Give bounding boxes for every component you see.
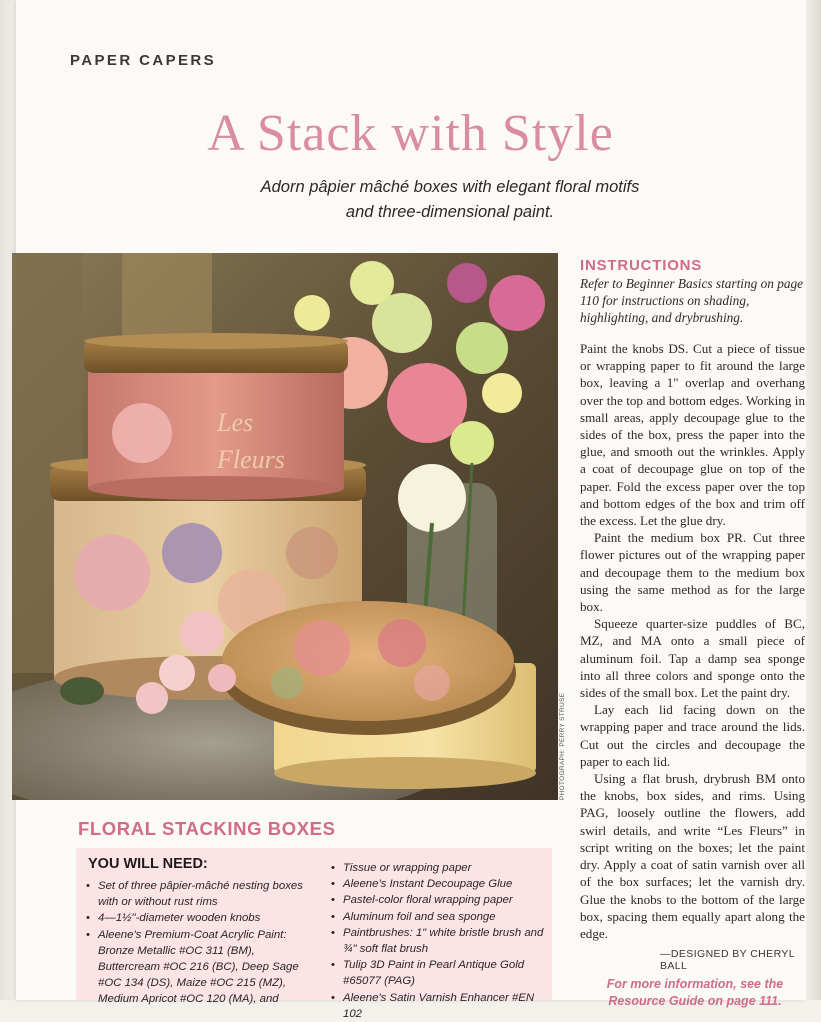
- materials-item: • Aluminum foil and sea sponge: [331, 909, 551, 925]
- lid-script-les: Les: [217, 408, 254, 437]
- more-info-note: [580, 976, 810, 1010]
- designer-credit: —DESIGNED BY CHERYL BALL: [660, 948, 795, 972]
- photo-illustration: [12, 253, 558, 800]
- article-subtitle: [170, 175, 730, 225]
- subtitle-line-2: and three-dimensional paint.: [345, 203, 555, 221]
- materials-item: • Set of three pâpier-mâché nesting boxes with or without rust rims: [86, 878, 316, 910]
- materials-item: • 4—1½"-diameter wooden knobs: [86, 910, 316, 926]
- materials-item: • Aleene's Satin Varnish Enhancer #EN 102: [331, 990, 551, 1022]
- more-info-line-2: Resource Guide on page 111.: [608, 994, 782, 1008]
- materials-list-right: [331, 860, 551, 1022]
- subtitle-line-1: Adorn pâpier mâché boxes with elegant floral motifs: [260, 178, 640, 196]
- lid-script-fleurs: Fleurs: [217, 445, 285, 474]
- materials-item: • Paintbrushes: 1" white bristle brush and ¾" soft flat brush: [331, 925, 551, 957]
- materials-item: • Aleene's Instant Decoupage Glue: [331, 876, 551, 892]
- materials-item: • Tulip 3D Paint in Pearl Antique Gold #65077 (PAG): [331, 957, 551, 989]
- section-label: PAPER CAPERS: [70, 52, 217, 69]
- project-heading: FLORAL STACKING BOXES: [78, 818, 336, 839]
- instruction-paragraph-5: Using a flat brush, drybrush BM onto the knobs, box sides, and rims. Using PAG, loosely outline the flowers, add swirl details, and write “Les Fleurs” in script writing on the boxes; let the paint dry. Apply a coat of satin varnish over all of the box surfaces; let the varnish dry. Glue the knobs to the bottom of the large box, spacing them equally apart along the edge.: [580, 771, 805, 941]
- article-title: A Stack with Style: [207, 105, 614, 162]
- materials-list-left: [86, 878, 316, 1008]
- materials-heading: YOU WILL NEED:: [88, 856, 208, 872]
- instructions-heading: INSTRUCTIONS: [580, 257, 703, 274]
- photo-credit: PHOTOGRAPH: PERRY STRUSE: [559, 692, 566, 800]
- instructions-intro: Refer to Beginner Basics starting on page 110 for instructions on shading, highlighting, and drybrushing.: [580, 276, 804, 325]
- materials-item: • Aleene's Premium-Coat Acrylic Paint: Bronze Metallic #OC 311 (BM), Buttercream #OC 216 (BC), Deep Sage #OC 134 (DS), Maize #OC 215 (MZ), Medium Apricot #OC 120 (MA), and: [86, 927, 316, 1008]
- more-info-line-1: For more information, see the: [606, 977, 784, 991]
- instruction-paragraph-3: Squeeze quarter-size puddles of BC, MZ, and MA onto a small piece of aluminum foil. Tap a damp sea sponge into all three colors and sponge onto the sides of the small box. Let the paint dry.: [580, 616, 805, 701]
- instruction-paragraph-4: Lay each lid facing down on the wrapping paper and trace around the lids. Cut out the circles and decoupage the paper to each lid.: [580, 702, 805, 769]
- materials-item: • Pastel-color floral wrapping paper: [331, 892, 551, 908]
- instruction-paragraph-2: Paint the medium box PR. Cut three flower pictures out of the wrapping paper and decoupage them to the medium box using the same method as for the large box.: [580, 530, 805, 615]
- instructions-body: [580, 340, 805, 942]
- instruction-paragraph-1: Paint the knobs DS. Cut a piece of tissue or wrapping paper to fit around the large box, leaving a 1" overlap and overhang over the top and bottom edges. Working in small areas, apply decoupage glue to the sides of the box, press the paper into the glue, and smooth out the wrinkles. Apply a coat of decoupage glue on top of the paper. Fold the excess paper over the top and bottom edges of the box and trim off the excess. Let the glue dry.: [580, 341, 805, 529]
- materials-item: • Tissue or wrapping paper: [331, 860, 551, 876]
- project-photo: [12, 253, 558, 800]
- materials-panel: [76, 848, 552, 1020]
